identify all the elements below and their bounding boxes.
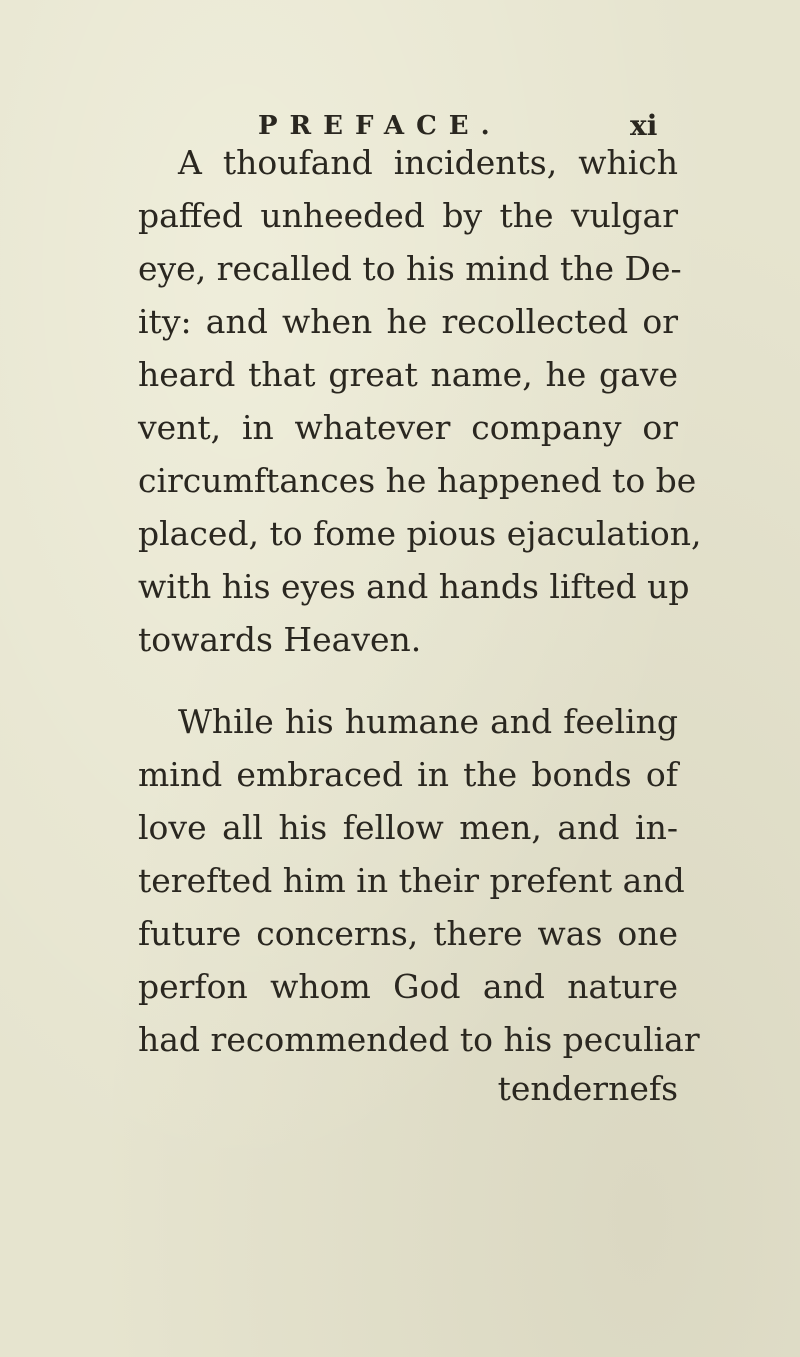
text-line: mind embraced in the bonds of <box>138 755 678 794</box>
catchword-row <box>138 1062 678 1115</box>
text-line: towards Heaven. <box>138 620 422 659</box>
catchword: tendernefs <box>497 1069 678 1108</box>
text-line: A thoufand incidents, which <box>178 143 678 182</box>
text-line: heard that great name, he gave <box>138 355 678 394</box>
text-line: ity: and when he recollected or <box>138 302 678 341</box>
text-line: terefted him in their prefent and <box>138 861 685 900</box>
paragraph-1 <box>138 136 702 666</box>
text-line: paffed unheeded by the vulgar <box>138 196 678 235</box>
text-line: perfon whom God and nature <box>138 967 678 1006</box>
paragraph-2 <box>138 695 700 1066</box>
running-head-title: PREFACE. <box>258 111 502 141</box>
text-line: eye, recalled to his mind the De- <box>138 249 682 288</box>
text-line: love all his fellow men, and in- <box>138 808 678 847</box>
text-line: circumftances he happened to be <box>138 461 697 500</box>
text-line: had recommended to his peculiar <box>138 1020 700 1059</box>
text-line: with his eyes and hands lifted up <box>138 567 690 606</box>
page-number: xi <box>630 109 658 142</box>
text-line: vent, in whatever company or <box>138 408 678 447</box>
text-line: While his humane and feeling <box>178 702 678 741</box>
text-line: future concerns, there was one <box>138 914 678 953</box>
text-line: placed, to fome pious ejaculation, <box>138 514 702 553</box>
